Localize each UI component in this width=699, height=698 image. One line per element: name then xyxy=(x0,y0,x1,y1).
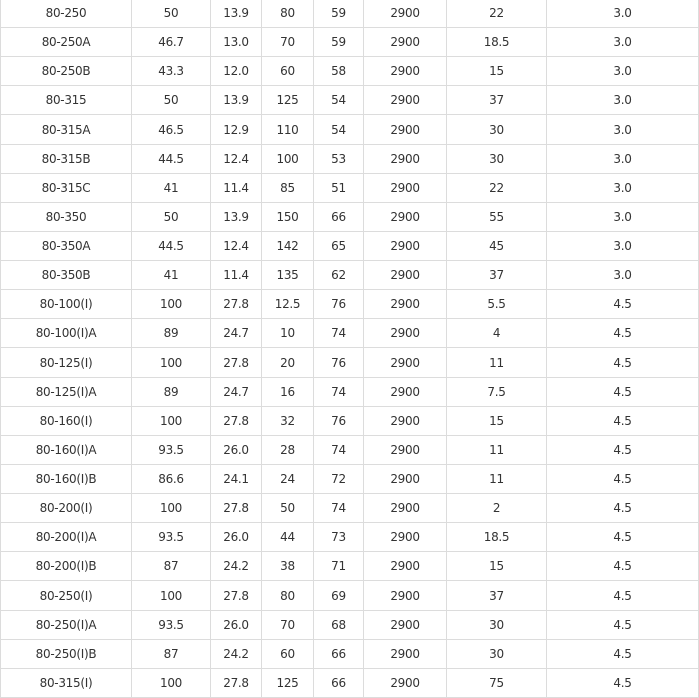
table-row xyxy=(1,581,699,610)
table-body xyxy=(1,0,699,698)
cell-power: 15 xyxy=(447,552,547,581)
table-row xyxy=(1,57,699,86)
cell-flow-m3h: 93.5 xyxy=(132,523,211,552)
cell-flow-m3h: 93.5 xyxy=(132,610,211,639)
cell-flow-m3h: 100 xyxy=(132,668,211,697)
cell-model: 80-350A xyxy=(1,231,132,260)
cell-power: 18.5 xyxy=(447,28,547,57)
cell-model: 80-125(I)A xyxy=(1,377,132,406)
cell-speed: 2900 xyxy=(364,231,447,260)
cell-head: 20 xyxy=(262,348,314,377)
cell-power: 2 xyxy=(447,494,547,523)
cell-speed: 2900 xyxy=(364,173,447,202)
cell-flow-m3h: 87 xyxy=(132,552,211,581)
cell-speed: 2900 xyxy=(364,144,447,173)
cell-power: 18.5 xyxy=(447,523,547,552)
cell-power: 75 xyxy=(447,668,547,697)
table-row xyxy=(1,290,699,319)
cell-model: 80-250B xyxy=(1,57,132,86)
cell-npsh: 4.5 xyxy=(547,581,699,610)
cell-speed: 2900 xyxy=(364,406,447,435)
table-row xyxy=(1,610,699,639)
cell-model: 80-315(I) xyxy=(1,668,132,697)
cell-model: 80-100(I) xyxy=(1,290,132,319)
cell-power: 22 xyxy=(447,0,547,28)
cell-speed: 2900 xyxy=(364,290,447,319)
table-row xyxy=(1,86,699,115)
cell-flow-m3h: 87 xyxy=(132,639,211,668)
cell-npsh: 4.5 xyxy=(547,348,699,377)
table-row xyxy=(1,144,699,173)
cell-head: 24 xyxy=(262,464,314,493)
cell-efficiency: 76 xyxy=(314,348,364,377)
cell-flow-ls: 13.9 xyxy=(211,0,262,28)
cell-flow-ls: 24.1 xyxy=(211,464,262,493)
cell-power: 30 xyxy=(447,610,547,639)
cell-npsh: 4.5 xyxy=(547,435,699,464)
cell-npsh: 4.5 xyxy=(547,377,699,406)
table-row xyxy=(1,28,699,57)
cell-power: 45 xyxy=(447,231,547,260)
cell-speed: 2900 xyxy=(364,115,447,144)
cell-head: 125 xyxy=(262,668,314,697)
cell-speed: 2900 xyxy=(364,202,447,231)
table-row xyxy=(1,464,699,493)
cell-efficiency: 51 xyxy=(314,173,364,202)
cell-power: 4 xyxy=(447,319,547,348)
cell-npsh: 4.5 xyxy=(547,639,699,668)
cell-efficiency: 74 xyxy=(314,377,364,406)
cell-model: 80-250(I)B xyxy=(1,639,132,668)
cell-efficiency: 68 xyxy=(314,610,364,639)
table-row xyxy=(1,377,699,406)
cell-flow-m3h: 46.7 xyxy=(132,28,211,57)
cell-model: 80-160(I)A xyxy=(1,435,132,464)
cell-flow-m3h: 89 xyxy=(132,377,211,406)
cell-head: 135 xyxy=(262,261,314,290)
cell-flow-m3h: 100 xyxy=(132,290,211,319)
cell-model: 80-250(I) xyxy=(1,581,132,610)
cell-model: 80-160(I)B xyxy=(1,464,132,493)
cell-npsh: 3.0 xyxy=(547,231,699,260)
cell-npsh: 3.0 xyxy=(547,28,699,57)
table-row xyxy=(1,435,699,464)
cell-flow-m3h: 100 xyxy=(132,348,211,377)
table-row xyxy=(1,494,699,523)
cell-speed: 2900 xyxy=(364,0,447,28)
cell-flow-m3h: 46.5 xyxy=(132,115,211,144)
table-row xyxy=(1,406,699,435)
cell-flow-ls: 26.0 xyxy=(211,610,262,639)
cell-efficiency: 65 xyxy=(314,231,364,260)
cell-head: 142 xyxy=(262,231,314,260)
table-row xyxy=(1,552,699,581)
cell-efficiency: 74 xyxy=(314,494,364,523)
cell-efficiency: 58 xyxy=(314,57,364,86)
cell-head: 85 xyxy=(262,173,314,202)
cell-flow-ls: 11.4 xyxy=(211,173,262,202)
cell-efficiency: 66 xyxy=(314,639,364,668)
cell-power: 11 xyxy=(447,348,547,377)
cell-power: 37 xyxy=(447,261,547,290)
cell-flow-ls: 24.2 xyxy=(211,552,262,581)
cell-head: 28 xyxy=(262,435,314,464)
table-row xyxy=(1,668,699,697)
cell-efficiency: 69 xyxy=(314,581,364,610)
cell-speed: 2900 xyxy=(364,57,447,86)
cell-npsh: 3.0 xyxy=(547,86,699,115)
cell-efficiency: 72 xyxy=(314,464,364,493)
cell-power: 15 xyxy=(447,406,547,435)
cell-flow-ls: 12.4 xyxy=(211,231,262,260)
cell-speed: 2900 xyxy=(364,581,447,610)
cell-efficiency: 66 xyxy=(314,668,364,697)
cell-efficiency: 54 xyxy=(314,86,364,115)
cell-npsh: 3.0 xyxy=(547,202,699,231)
cell-flow-m3h: 50 xyxy=(132,202,211,231)
cell-model: 80-350B xyxy=(1,261,132,290)
cell-flow-m3h: 50 xyxy=(132,0,211,28)
cell-speed: 2900 xyxy=(364,86,447,115)
cell-speed: 2900 xyxy=(364,668,447,697)
cell-npsh: 4.5 xyxy=(547,668,699,697)
cell-flow-ls: 27.8 xyxy=(211,348,262,377)
cell-model: 80-250A xyxy=(1,28,132,57)
cell-flow-ls: 12.0 xyxy=(211,57,262,86)
cell-head: 12.5 xyxy=(262,290,314,319)
cell-power: 37 xyxy=(447,86,547,115)
cell-npsh: 4.5 xyxy=(547,290,699,319)
cell-npsh: 3.0 xyxy=(547,261,699,290)
cell-efficiency: 71 xyxy=(314,552,364,581)
cell-flow-m3h: 89 xyxy=(132,319,211,348)
table-row xyxy=(1,261,699,290)
table-row xyxy=(1,231,699,260)
table-row xyxy=(1,202,699,231)
cell-power: 11 xyxy=(447,435,547,464)
cell-head: 16 xyxy=(262,377,314,406)
cell-flow-m3h: 43.3 xyxy=(132,57,211,86)
cell-head: 32 xyxy=(262,406,314,435)
cell-power: 7.5 xyxy=(447,377,547,406)
cell-head: 110 xyxy=(262,115,314,144)
cell-head: 70 xyxy=(262,28,314,57)
cell-npsh: 3.0 xyxy=(547,57,699,86)
cell-speed: 2900 xyxy=(364,464,447,493)
cell-npsh: 4.5 xyxy=(547,552,699,581)
cell-head: 100 xyxy=(262,144,314,173)
table-row xyxy=(1,319,699,348)
cell-speed: 2900 xyxy=(364,494,447,523)
cell-efficiency: 62 xyxy=(314,261,364,290)
cell-model: 80-250(I)A xyxy=(1,610,132,639)
cell-flow-ls: 24.2 xyxy=(211,639,262,668)
cell-npsh: 4.5 xyxy=(547,523,699,552)
cell-head: 60 xyxy=(262,57,314,86)
table-row xyxy=(1,0,699,28)
cell-model: 80-315A xyxy=(1,115,132,144)
cell-model: 80-160(I) xyxy=(1,406,132,435)
cell-efficiency: 59 xyxy=(314,0,364,28)
cell-flow-ls: 24.7 xyxy=(211,319,262,348)
table-row xyxy=(1,348,699,377)
cell-flow-m3h: 50 xyxy=(132,86,211,115)
cell-flow-m3h: 93.5 xyxy=(132,435,211,464)
cell-speed: 2900 xyxy=(364,377,447,406)
table-row xyxy=(1,523,699,552)
cell-model: 80-315C xyxy=(1,173,132,202)
cell-flow-m3h: 44.5 xyxy=(132,144,211,173)
cell-speed: 2900 xyxy=(364,552,447,581)
cell-npsh: 4.5 xyxy=(547,464,699,493)
cell-power: 5.5 xyxy=(447,290,547,319)
cell-power: 11 xyxy=(447,464,547,493)
cell-flow-m3h: 41 xyxy=(132,173,211,202)
table-row xyxy=(1,115,699,144)
cell-power: 30 xyxy=(447,115,547,144)
cell-power: 30 xyxy=(447,639,547,668)
cell-speed: 2900 xyxy=(364,523,447,552)
cell-speed: 2900 xyxy=(364,319,447,348)
cell-model: 80-125(I) xyxy=(1,348,132,377)
cell-efficiency: 54 xyxy=(314,115,364,144)
cell-npsh: 4.5 xyxy=(547,610,699,639)
cell-speed: 2900 xyxy=(364,348,447,377)
cell-flow-ls: 12.4 xyxy=(211,144,262,173)
cell-speed: 2900 xyxy=(364,435,447,464)
cell-flow-ls: 26.0 xyxy=(211,435,262,464)
cell-speed: 2900 xyxy=(364,261,447,290)
cell-model: 80-250 xyxy=(1,0,132,28)
cell-head: 44 xyxy=(262,523,314,552)
cell-flow-m3h: 86.6 xyxy=(132,464,211,493)
cell-head: 150 xyxy=(262,202,314,231)
cell-npsh: 3.0 xyxy=(547,115,699,144)
cell-speed: 2900 xyxy=(364,610,447,639)
cell-model: 80-315B xyxy=(1,144,132,173)
cell-model: 80-200(I)B xyxy=(1,552,132,581)
cell-flow-ls: 26.0 xyxy=(211,523,262,552)
cell-power: 37 xyxy=(447,581,547,610)
cell-power: 55 xyxy=(447,202,547,231)
cell-head: 38 xyxy=(262,552,314,581)
cell-model: 80-315 xyxy=(1,86,132,115)
cell-flow-ls: 27.8 xyxy=(211,668,262,697)
cell-efficiency: 73 xyxy=(314,523,364,552)
cell-flow-ls: 27.8 xyxy=(211,581,262,610)
cell-efficiency: 59 xyxy=(314,28,364,57)
cell-model: 80-200(I) xyxy=(1,494,132,523)
cell-head: 125 xyxy=(262,86,314,115)
cell-flow-ls: 12.9 xyxy=(211,115,262,144)
cell-model: 80-350 xyxy=(1,202,132,231)
cell-flow-ls: 13.9 xyxy=(211,86,262,115)
cell-flow-m3h: 100 xyxy=(132,406,211,435)
cell-flow-m3h: 44.5 xyxy=(132,231,211,260)
cell-speed: 2900 xyxy=(364,28,447,57)
cell-flow-m3h: 100 xyxy=(132,494,211,523)
cell-speed: 2900 xyxy=(364,639,447,668)
cell-flow-ls: 13.0 xyxy=(211,28,262,57)
cell-model: 80-100(I)A xyxy=(1,319,132,348)
cell-efficiency: 74 xyxy=(314,435,364,464)
cell-flow-m3h: 41 xyxy=(132,261,211,290)
cell-power: 30 xyxy=(447,144,547,173)
cell-flow-ls: 13.9 xyxy=(211,202,262,231)
cell-flow-ls: 27.8 xyxy=(211,290,262,319)
cell-head: 70 xyxy=(262,610,314,639)
cell-npsh: 3.0 xyxy=(547,173,699,202)
cell-head: 80 xyxy=(262,581,314,610)
cell-head: 60 xyxy=(262,639,314,668)
cell-head: 50 xyxy=(262,494,314,523)
cell-flow-ls: 11.4 xyxy=(211,261,262,290)
cell-npsh: 4.5 xyxy=(547,319,699,348)
cell-npsh: 4.5 xyxy=(547,406,699,435)
cell-efficiency: 53 xyxy=(314,144,364,173)
cell-npsh: 3.0 xyxy=(547,144,699,173)
cell-npsh: 3.0 xyxy=(547,0,699,28)
cell-efficiency: 66 xyxy=(314,202,364,231)
cell-flow-ls: 27.8 xyxy=(211,494,262,523)
cell-npsh: 4.5 xyxy=(547,494,699,523)
cell-flow-m3h: 100 xyxy=(132,581,211,610)
table-row xyxy=(1,639,699,668)
cell-head: 10 xyxy=(262,319,314,348)
cell-efficiency: 76 xyxy=(314,406,364,435)
cell-model: 80-200(I)A xyxy=(1,523,132,552)
cell-flow-ls: 27.8 xyxy=(211,406,262,435)
cell-power: 15 xyxy=(447,57,547,86)
cell-efficiency: 76 xyxy=(314,290,364,319)
cell-head: 80 xyxy=(262,0,314,28)
cell-efficiency: 74 xyxy=(314,319,364,348)
cell-power: 22 xyxy=(447,173,547,202)
table-row xyxy=(1,173,699,202)
cell-flow-ls: 24.7 xyxy=(211,377,262,406)
